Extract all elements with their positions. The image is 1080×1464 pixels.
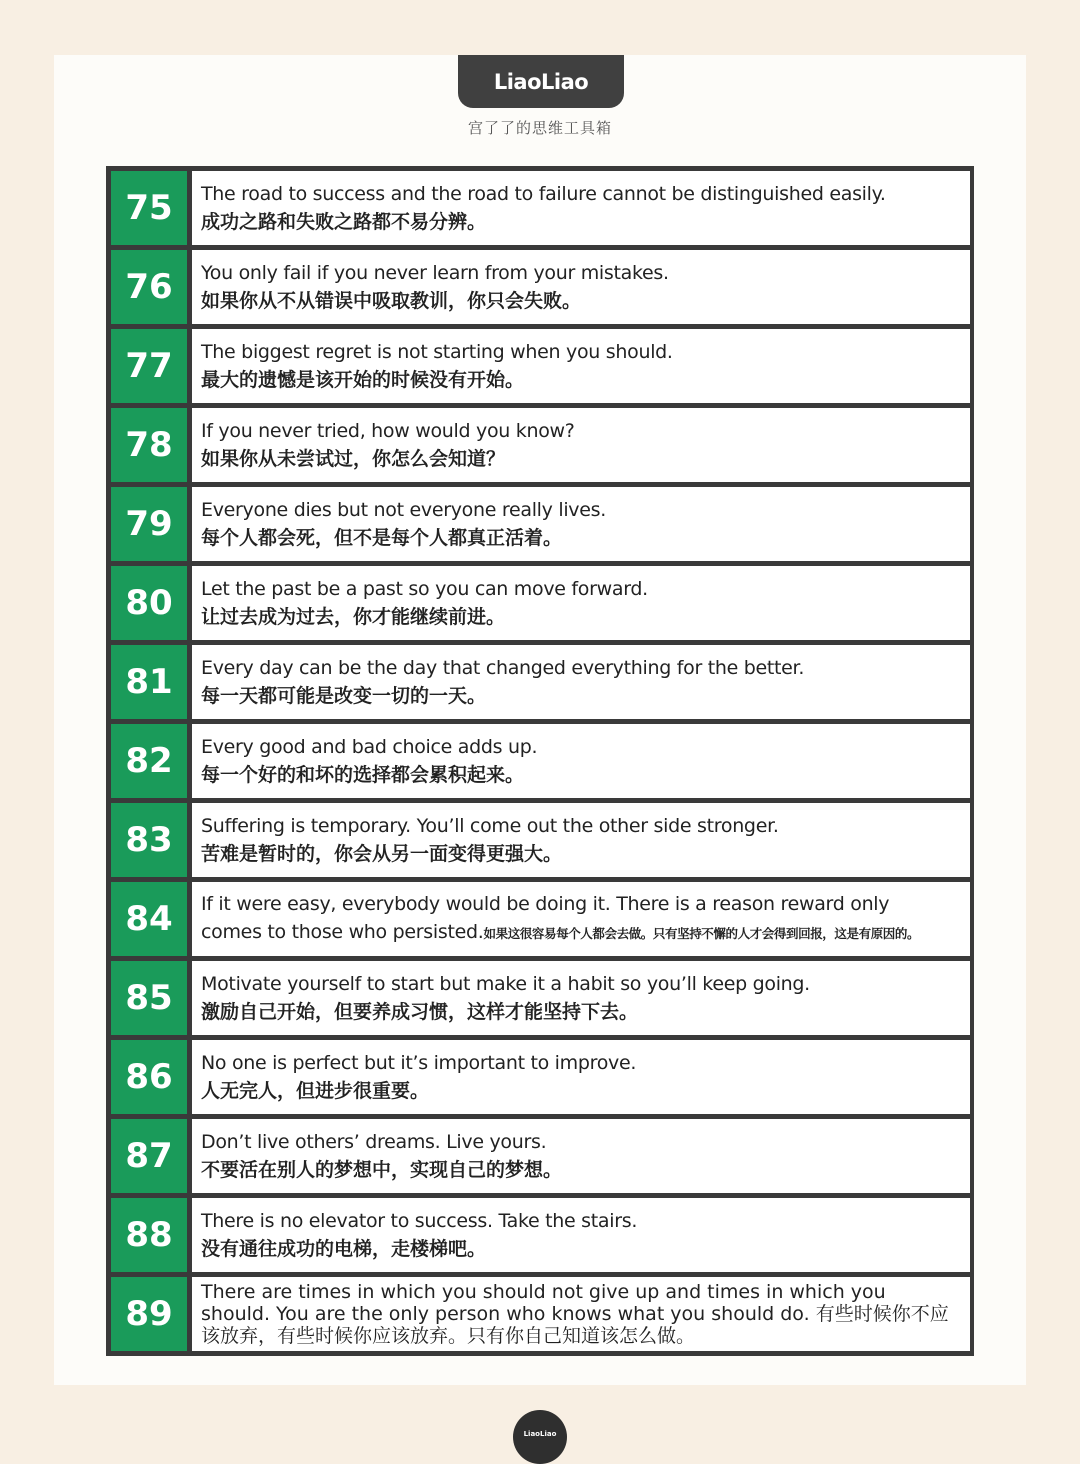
quote-row bbox=[111, 487, 970, 561]
quote-english: If it were easy, everybody would be doing it. There is a reason reward only bbox=[201, 893, 890, 915]
quote-row bbox=[111, 250, 970, 324]
quote-english: There is no elevator to success. Take the stairs. bbox=[201, 1210, 638, 1232]
quote-number: 83 bbox=[111, 803, 187, 877]
brand-logo-text: LiaoLiao bbox=[493, 69, 589, 94]
quote-number: 76 bbox=[111, 250, 187, 324]
quote-number: 88 bbox=[111, 1198, 187, 1272]
quote-english: Suffering is temporary. You’ll come out the other side stronger. bbox=[201, 815, 779, 837]
quote-row bbox=[111, 329, 970, 403]
quote-chinese: 最大的遗憾是该开始的时候没有开始。 bbox=[201, 369, 525, 391]
quote-row bbox=[111, 1277, 970, 1351]
quote-number: 78 bbox=[111, 408, 187, 482]
quote-chinese: 没有通往成功的电梯，走楼梯吧。 bbox=[201, 1238, 487, 1260]
quote-english: If you never tried, how would you know? bbox=[201, 420, 575, 442]
quote-chinese: 人无完人，但进步很重要。 bbox=[201, 1080, 430, 1102]
quote-chinese: 如果这很容易每个人都会去做。只有坚持不懈的人才会得到回报，这是有原因的。 bbox=[483, 926, 920, 941]
quote-row bbox=[111, 803, 970, 877]
quote-row bbox=[111, 882, 970, 956]
quote-row bbox=[111, 1040, 970, 1114]
footer-badge bbox=[513, 1410, 567, 1464]
quote-table bbox=[106, 166, 974, 1356]
quote-chinese: 成功之路和失败之路都不易分辨。 bbox=[201, 211, 487, 233]
quote-row bbox=[111, 408, 970, 482]
quote-number: 86 bbox=[111, 1040, 187, 1114]
quote-english: You only fail if you never learn from your mistakes. bbox=[201, 262, 669, 284]
quote-number: 80 bbox=[111, 566, 187, 640]
quote-row bbox=[111, 961, 970, 1035]
quote-row bbox=[111, 1119, 970, 1193]
quote-chinese: 如果你从未尝试过，你怎么会知道？ bbox=[201, 448, 506, 470]
quote-chinese: 如果你从不从错误中吸取教训，你只会失败。 bbox=[201, 290, 582, 312]
quote-row bbox=[111, 171, 970, 245]
quote-number: 81 bbox=[111, 645, 187, 719]
quote-number: 79 bbox=[111, 487, 187, 561]
quote-chinese: 不要活在别人的梦想中，实现自己的梦想。 bbox=[201, 1159, 563, 1181]
quote-row bbox=[111, 645, 970, 719]
quote-row bbox=[111, 566, 970, 640]
quote-english-continued: comes to those who persisted. bbox=[201, 921, 484, 943]
quote-english: The road to success and the road to failure cannot be distinguished easily. bbox=[201, 183, 886, 205]
quote-chinese: 每个人都会死，但不是每个人都真正活着。 bbox=[201, 527, 563, 549]
footer-badge-text: LiaoLiao bbox=[523, 1430, 557, 1438]
quote-english: The biggest regret is not starting when you should. bbox=[201, 341, 673, 363]
quote-number: 85 bbox=[111, 961, 187, 1035]
quote-english: Everyone dies but not everyone really lives. bbox=[201, 499, 606, 521]
quote-number: 82 bbox=[111, 724, 187, 798]
quote-number: 75 bbox=[111, 171, 187, 245]
quote-chinese: 每一天都可能是改变一切的一天。 bbox=[201, 685, 487, 707]
quote-chinese: 有些时候你不应该放弃，有些时候你应该放弃。只有你自己知道该怎么做。 bbox=[201, 1303, 949, 1347]
quote-english: Motivate yourself to start but make it a habit so you’ll keep going. bbox=[201, 973, 810, 995]
quote-english: No one is perfect but it’s important to improve. bbox=[201, 1052, 637, 1074]
brand-logo bbox=[458, 55, 624, 108]
quote-english: Every good and bad choice adds up. bbox=[201, 736, 538, 758]
quote-row bbox=[111, 1198, 970, 1272]
quote-chinese: 苦难是暂时的，你会从另一面变得更强大。 bbox=[201, 843, 563, 865]
quote-chinese: 激励自己开始，但要养成习惯，这样才能坚持下去。 bbox=[201, 1001, 639, 1023]
quote-number: 84 bbox=[111, 882, 187, 956]
quote-english: Let the past be a past so you can move forward. bbox=[201, 578, 648, 600]
quote-english: Don’t live others’ dreams. Live yours. bbox=[201, 1131, 547, 1153]
page-subtitle: 宫了了的思维工具箱 bbox=[467, 119, 612, 137]
quote-number: 77 bbox=[111, 329, 187, 403]
quote-row bbox=[111, 724, 970, 798]
quote-number: 89 bbox=[111, 1277, 187, 1351]
quote-chinese: 让过去成为过去，你才能继续前进。 bbox=[201, 606, 506, 628]
quote-number: 87 bbox=[111, 1119, 187, 1193]
quote-english: Every day can be the day that changed everything for the better. bbox=[201, 657, 805, 679]
quote-english: There are times in which you should not give up and times in which you should. You are the only person who knows what you should do. bbox=[201, 1281, 886, 1325]
quote-chinese: 每一个好的和坏的选择都会累积起来。 bbox=[201, 764, 525, 786]
